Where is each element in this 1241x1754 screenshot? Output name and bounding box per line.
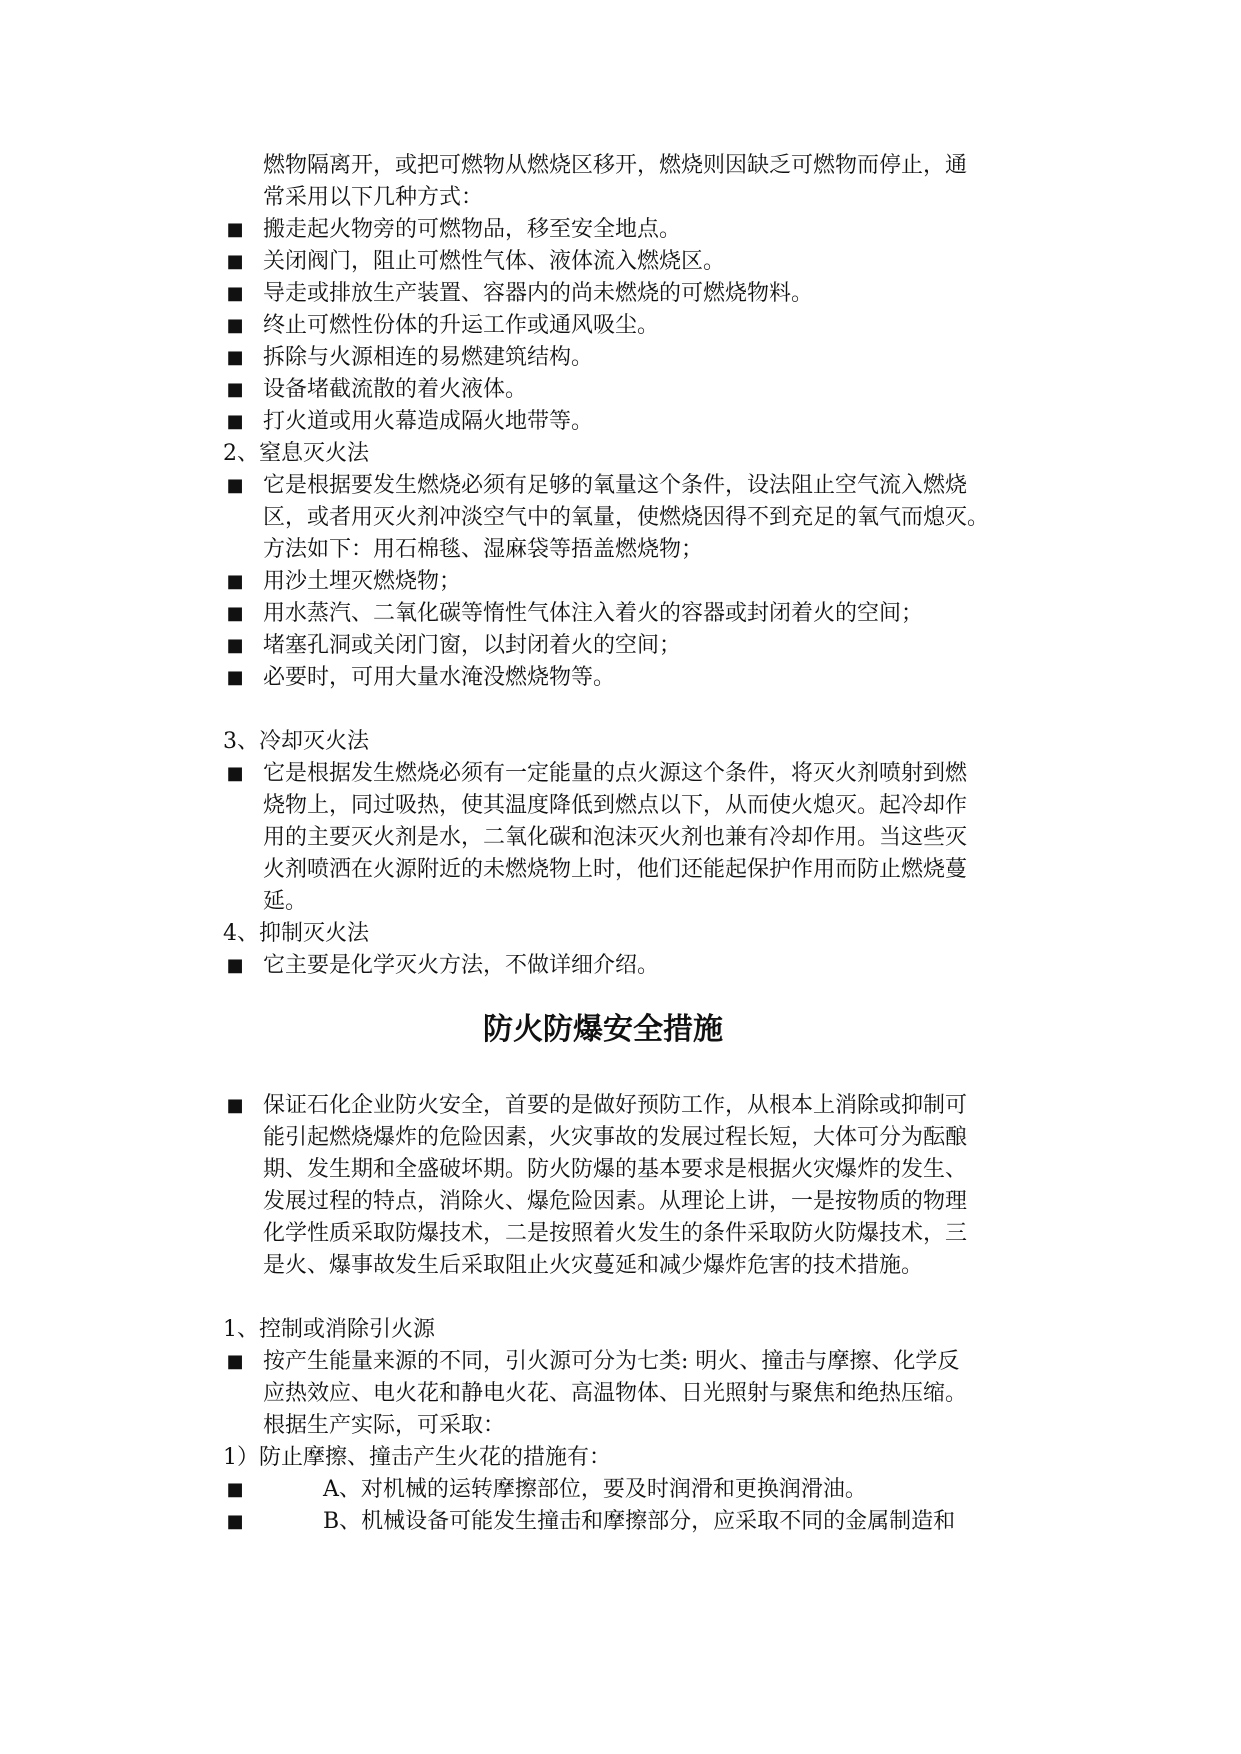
square-bullet-icon: ■ [226, 251, 244, 272]
paragraph-line: 发展过程的特点，消除火、爆危险因素。从理论上讲，一是按物质的物理 [263, 1189, 968, 1214]
paragraph-line: 燃物隔离开，或把可燃物从燃烧区移开，燃烧则因缺乏可燃物而停止，通 [263, 153, 968, 178]
paragraph-line: 能引起燃烧爆炸的危险因素，火灾事故的发展过程长短，大体可分为酝酿 [263, 1125, 968, 1150]
list-item [223, 758, 1053, 918]
intro-continuation [223, 150, 1053, 214]
square-bullet-icon: ■ [226, 955, 244, 976]
square-bullet-icon: ■ [226, 603, 244, 624]
list-item [223, 1474, 1053, 1506]
paragraph-line: 它是根据发生燃烧必须有一定能量的点火源这个条件，将灭火剂喷射到燃 [263, 761, 968, 786]
square-bullet-icon: ■ [226, 379, 244, 400]
list-item-text: 它主要是化学灭火方法，不做详细介绍。 [263, 953, 660, 978]
section-title-ignition-control: 1、控制或消除引火源 [223, 1317, 435, 1342]
square-bullet-icon: ■ [226, 283, 244, 304]
list-item [223, 246, 1053, 278]
list-item-text: 必要时，可用大量水淹没燃烧物等。 [263, 665, 616, 690]
list-item-text: 用水蒸汽、二氧化碳等惰性气体注入着火的容器或封闭着火的空间； [263, 601, 924, 626]
list-item-text: 搬走起火物旁的可燃物品，移至安全地点。 [263, 217, 682, 242]
list-item-text: 拆除与火源相连的易燃建筑结构。 [263, 345, 594, 370]
square-bullet-icon: ■ [226, 667, 244, 688]
list-item [223, 1346, 1053, 1442]
list-item [223, 662, 1053, 694]
list-item [223, 406, 1053, 438]
list-item-text: 终止可燃性份体的升运工作或通风吸尘。 [263, 313, 660, 338]
blank-line [223, 694, 1053, 726]
list-item [223, 470, 1053, 566]
square-bullet-icon: ■ [226, 475, 244, 496]
list-item [223, 342, 1053, 374]
list-item [223, 566, 1053, 598]
list-item-text: 用沙土埋灭燃烧物； [263, 569, 462, 594]
page-content [223, 150, 1053, 1538]
section-title-suppression: 4、抑制灭火法 [223, 921, 369, 946]
paragraph-line: 保证石化企业防火安全，首要的是做好预防工作，从根本上消除或抑制可 [263, 1093, 968, 1118]
square-bullet-icon: ■ [226, 763, 244, 784]
list-item [223, 1506, 1053, 1538]
section-title-cooling: 3、冷却灭火法 [223, 729, 369, 754]
list-item [223, 950, 1053, 982]
list-item-text: 堵塞孔洞或关闭门窗，以封闭着火的空间； [263, 633, 682, 658]
paragraph-line: 烧物上，同过吸热，使其温度降低到燃点以下，从而使火熄灭。起冷却作 [263, 793, 968, 818]
list-item [223, 214, 1053, 246]
square-bullet-icon: ■ [226, 571, 244, 592]
paragraph-line: 它是根据要发生燃烧必须有足够的氧量这个条件，设法阻止空气流入燃烧 [263, 473, 968, 498]
list-item [223, 598, 1053, 630]
list-item-text: 打火道或用火幕造成隔火地带等。 [263, 409, 594, 434]
paragraph-line: 火剂喷洒在火源附近的未燃烧物上时，他们还能起保护作用而防止燃烧蔓 [263, 857, 968, 882]
paragraph-line: 常采用以下几种方式： [263, 185, 484, 210]
list-item-text: B、机械设备可能发生撞击和摩擦部分，应采取不同的金属制造和 [323, 1509, 956, 1534]
paragraph-line: 化学性质采取防爆技术，二是按照着火发生的条件采取防火防爆技术，三 [263, 1221, 968, 1246]
paragraph-line: 区，或者用灭火剂冲淡空气中的氧量，使燃烧因得不到充足的氧气而熄灭。 [263, 505, 990, 530]
square-bullet-icon: ■ [226, 635, 244, 656]
list-item-text: 关闭阀门，阻止可燃性气体、液体流入燃烧区。 [263, 249, 726, 274]
list-item [223, 374, 1053, 406]
list-item [223, 310, 1053, 342]
square-bullet-icon: ■ [226, 1351, 244, 1372]
section-title-suffocation: 2、窒息灭火法 [223, 441, 369, 466]
isolation-list [223, 214, 1053, 438]
paragraph-line: 根据生产实际，可采取： [263, 1413, 506, 1438]
list-item-text [263, 1090, 1053, 1282]
square-bullet-icon: ■ [226, 1479, 244, 1500]
list-item-text: A、对机械的运转摩擦部位，要及时润滑和更换润滑油。 [323, 1477, 867, 1502]
list-item [223, 1090, 1053, 1282]
paragraph-line: 方法如下：用石棉毯、湿麻袋等捂盖燃烧物； [263, 537, 704, 562]
paragraph-line: 是火、爆事故发生后采取阻止火灾蔓延和减少爆炸危害的技术措施。 [263, 1253, 924, 1278]
blank-line [223, 1282, 1053, 1314]
square-bullet-icon: ■ [226, 411, 244, 432]
subsection-title: 1）防止摩擦、撞击产生火花的措施有： [223, 1445, 611, 1470]
page-heading: 防火防爆安全措施 [483, 1012, 723, 1047]
list-item-text [263, 470, 1053, 566]
square-bullet-icon: ■ [226, 1511, 244, 1532]
list-item-text: 导走或排放生产装置、容器内的尚未燃烧的可燃烧物料。 [263, 281, 814, 306]
list-item-text [263, 1346, 1053, 1442]
list-item [223, 630, 1053, 662]
paragraph-line: 延。 [263, 889, 308, 914]
paragraph-line: 应热效应、电火花和静电火花、高温物体、日光照射与聚焦和绝热压缩。 [263, 1381, 968, 1406]
paragraph-line: 按产生能量来源的不同，引火源可分为七类: 明火、撞击与摩擦、化学反 [263, 1349, 960, 1374]
list-item-text: 设备堵截流散的着火液体。 [263, 377, 528, 402]
paragraph-line: 期、发生期和全盛破坏期。防火防爆的基本要求是根据火灾爆炸的发生、 [263, 1157, 968, 1182]
paragraph-line: 用的主要灭火剂是水，二氧化碳和泡沫灭火剂也兼有冷却作用。当这些灭 [263, 825, 968, 850]
square-bullet-icon: ■ [226, 219, 244, 240]
list-item-text [263, 758, 1053, 918]
list-item [223, 278, 1053, 310]
square-bullet-icon: ■ [226, 315, 244, 336]
square-bullet-icon: ■ [226, 347, 244, 368]
square-bullet-icon: ■ [226, 1095, 244, 1116]
